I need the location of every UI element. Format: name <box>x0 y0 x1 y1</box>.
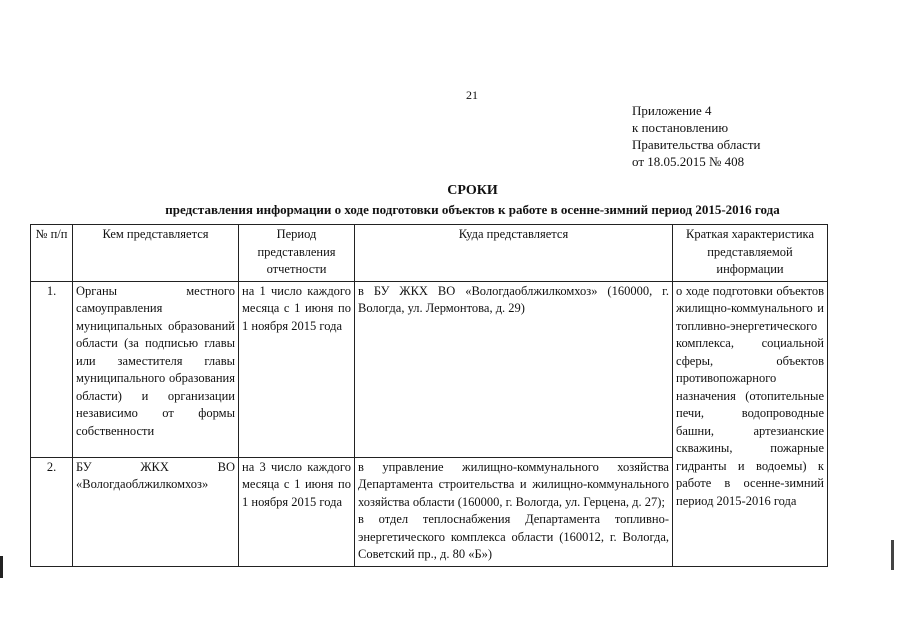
row-period: на 1 число каждого месяца с 1 июня по 1 ноября 2015 года <box>239 281 355 457</box>
where-line: в БУ ЖКХ ВО «Вологдаоблжилкомхоз» (160000, г. Вологда, ул. Лермонтова, д. 29) <box>358 283 669 315</box>
appendix-line: Приложение 4 <box>632 103 712 118</box>
where-line: в отдел теплоснабжения Департамента топливно-энергетического комплекса области (160012, г. Вологда, Советский пр., д. 80 «Б») <box>358 512 669 561</box>
header-period: Период представления отчетности <box>239 225 355 282</box>
row-period: на 3 число каждого месяца с 1 июня по 1 ноября 2015 года <box>239 457 355 566</box>
row-where <box>355 281 673 457</box>
row-info-merged: о ходе подготовки объектов жилищно-коммунального и топливно-энергетического комплекса, социальной сферы, объектов противопожарного назначения (отопительные печи, водопроводные башни, артезианские скважины, пожарные гидранты и водоемы) к работе в осенне-зимний период 2015-2016 года <box>673 281 828 566</box>
document-subtitle: представления информации о ходе подготовки объектов к работе в осенне-зимний период 2015-2016 года <box>165 202 780 217</box>
row-who: БУ ЖКХ ВО «Вологдаоблжилкомхоз» <box>73 457 239 566</box>
header-info: Краткая характеристика представляемой информации <box>673 225 828 282</box>
table-header-row <box>31 225 828 282</box>
row-num: 2. <box>31 457 73 566</box>
appendix-line: от 18.05.2015 № 408 <box>632 154 745 169</box>
scan-edge-mark <box>0 556 3 578</box>
header-who: Кем представляется <box>73 225 239 282</box>
appendix-line: к постановлению <box>632 120 729 135</box>
scan-edge-mark <box>891 540 894 570</box>
row-where <box>355 457 673 566</box>
header-where: Куда представляется <box>355 225 673 282</box>
where-line: в управление жилищно-коммунального хозяйства Департамента строительства и жилищно-коммунального хозяйства области (160000, г. Вологда, ул. Герцена, д. 27); <box>358 459 669 509</box>
appendix-line: Правительства области <box>632 137 761 152</box>
schedule-table <box>30 224 828 567</box>
row-who: Органы местного самоуправления муниципальных образований области (за подписью главы или заместителя главы муниципального образования области) и организации независимо от формы собственности <box>73 281 239 457</box>
document-title: СРОКИ <box>447 183 498 198</box>
header-num: № п/п <box>31 225 73 282</box>
table-row <box>31 281 828 457</box>
row-num: 1. <box>31 281 73 457</box>
appendix-block <box>632 102 761 170</box>
page-number: 21 <box>466 88 478 102</box>
